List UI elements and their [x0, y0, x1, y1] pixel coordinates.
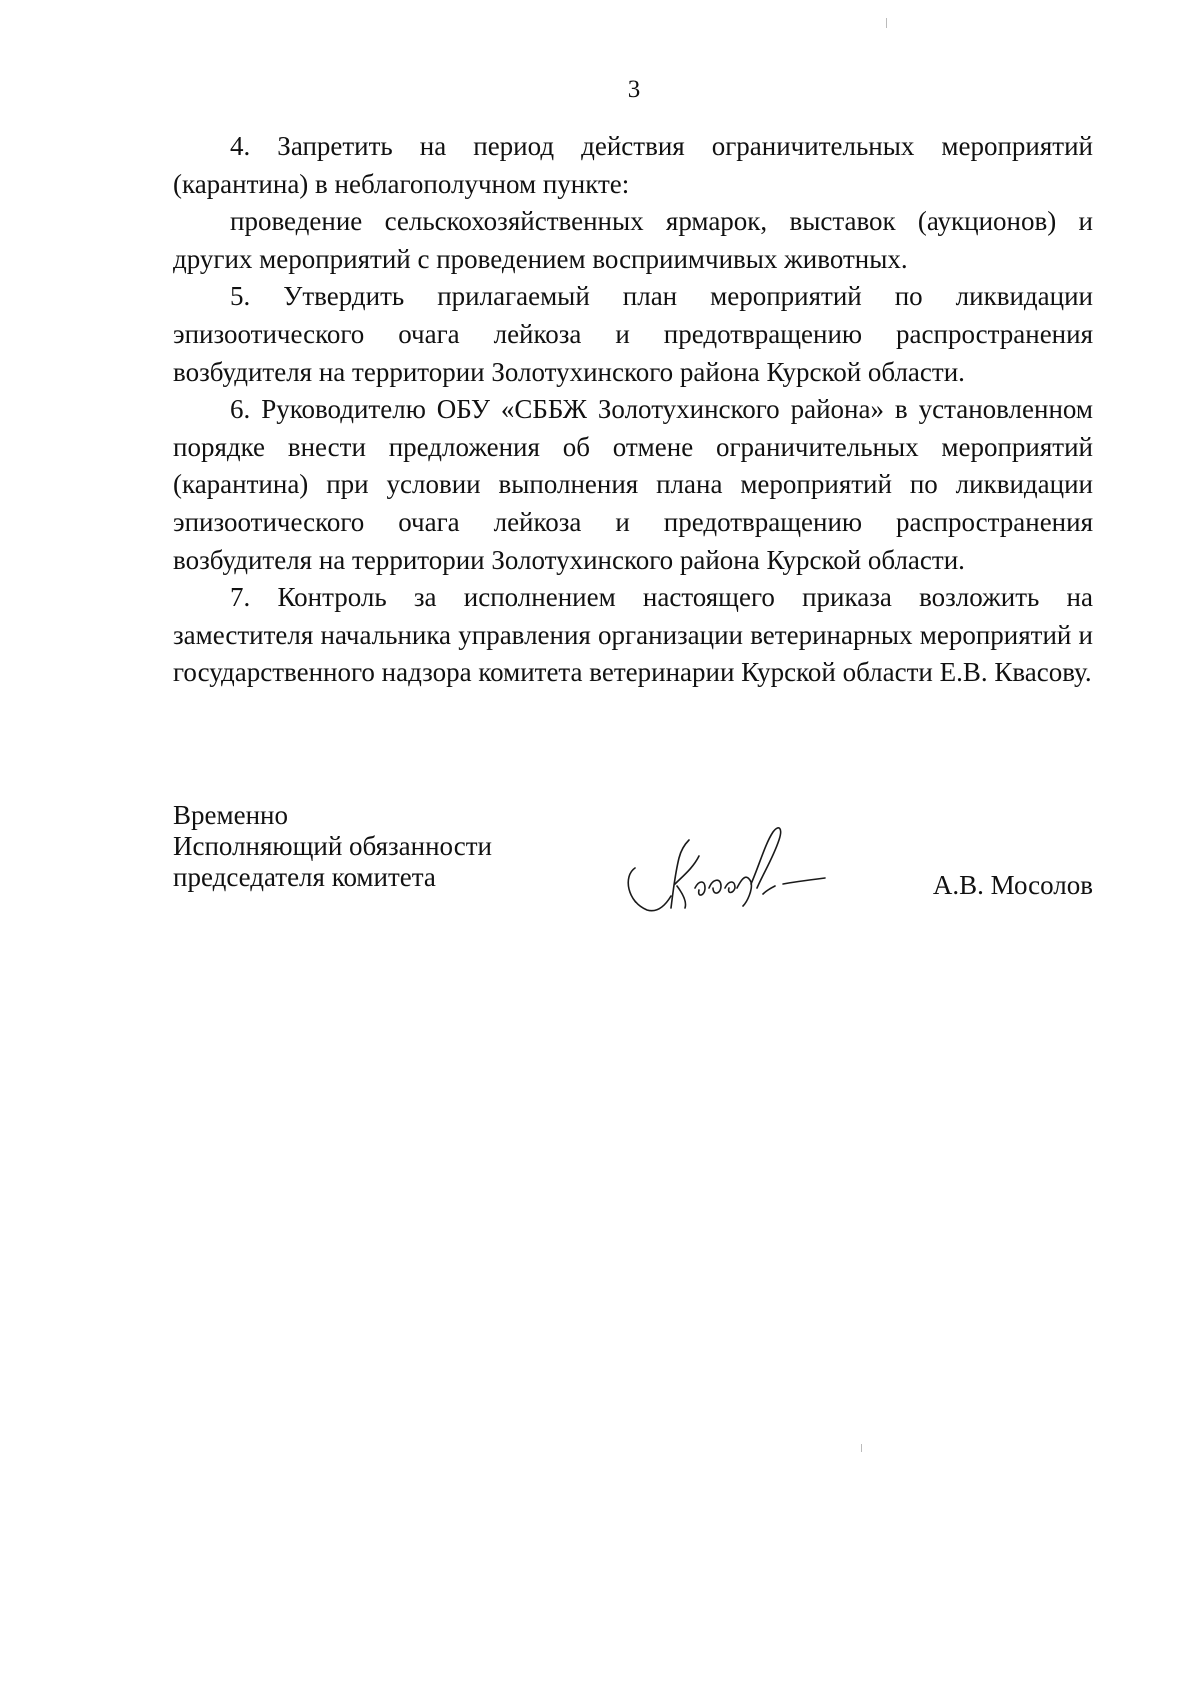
paragraph-4: 4. Запретить на период действия ограничительных мероприятий (карантина) в неблагополучном пункте:: [173, 131, 1093, 199]
paragraph-5: 5. Утвердить прилагаемый план мероприятий по ликвидации эпизоотического очага лейкоза и предотвращению распространения возбудителя на территории Золотухинского района Курской области.: [173, 281, 1093, 387]
paragraph-4-subitem: проведение сельскохозяйственных ярмарок, выставок (аукционов) и других мероприятий с проведением восприимчивых животных.: [173, 206, 1093, 274]
signatory-title-line-2: Исполняющий обязанности: [173, 831, 492, 861]
scan-artifact: [886, 18, 887, 28]
signatory-title: [173, 800, 492, 893]
signatory-name: А.В. Мосолов: [932, 870, 1093, 900]
scan-artifact: [861, 1444, 862, 1452]
document-body: [173, 128, 1093, 692]
page-number: 3: [627, 76, 641, 103]
handwritten-signature: [613, 810, 843, 920]
signature-block: [173, 800, 1093, 910]
paragraph-7: 7. Контроль за исполнением настоящего приказа возложить на заместителя начальника управления организации ветеринарных мероприятий и государственного надзора комитета ветеринарии Курской области Е.В. Квасову.: [173, 582, 1093, 688]
paragraph-6: 6. Руководителю ОБУ «СББЖ Золотухинского района» в установленном порядке внести предложения об отмене ограничительных мероприятий (карантина) при условии выполнения плана мероприятий по ликвидации эпизоотического очага лейкоза и предотвращению распространения возбудителя на территории Золотухинского района Курской области.: [173, 394, 1093, 575]
signatory-title-line-3: председателя комитета: [173, 862, 436, 892]
signatory-title-line-1: Временно: [173, 800, 288, 830]
